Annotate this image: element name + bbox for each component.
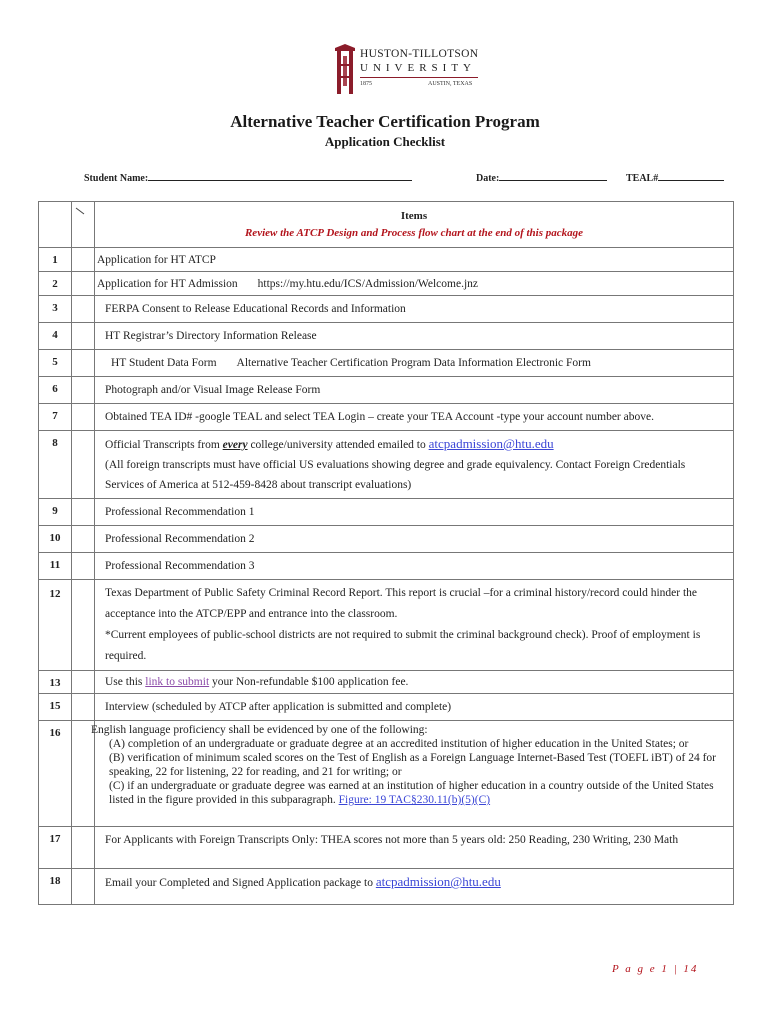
row-item (95, 377, 734, 404)
item-text: Photograph and/or Visual Image Release Form (105, 384, 321, 396)
english-intro: English language proficiency shall be evidenced by one of the following: (91, 724, 428, 736)
row-item (95, 272, 734, 296)
row-item (95, 580, 734, 671)
row-item (91, 721, 734, 827)
header-check-cell (72, 202, 95, 248)
table-row (39, 694, 734, 721)
row-checkbox[interactable] (72, 580, 95, 671)
row-checkbox[interactable] (72, 694, 95, 721)
row-number: 17 (39, 827, 72, 869)
row-number: 18 (39, 869, 72, 905)
table-row (39, 272, 734, 296)
table-row (39, 377, 734, 404)
row-item (95, 694, 734, 721)
application-email-link[interactable]: atcpadmission@htu.edu (375, 874, 501, 889)
row-checkbox[interactable] (72, 350, 95, 377)
english-option-c-text: (C) if an undergraduate or graduate degree was earned at an institution of higher education in a country outside of the United States listed in the figure provided in this subparagraph. (109, 780, 714, 806)
student-name-field[interactable] (84, 170, 412, 184)
university-tower-icon (334, 44, 358, 96)
student-name-line[interactable] (148, 170, 412, 181)
table-header-row (39, 202, 734, 248)
item-note: *Current employees of public-school districts are not required to submit the criminal background check). Proof of employment is required. (105, 629, 701, 662)
tac-figure-link[interactable]: Figure: 19 TAC§230.11(b)(5)(C) (338, 794, 491, 806)
row-number: 15 (39, 694, 72, 721)
item-text: Texas Department of Public Safety Criminal Record Report. This report is crucial –for a criminal history/record could hinder the acceptance into the ATCP/EPP and entrance into the classroom. (105, 587, 698, 620)
row-item (95, 296, 734, 323)
table-row (39, 869, 734, 905)
admission-url[interactable]: https://my.htu.edu/ICS/Admission/Welcome.jnz (257, 278, 478, 290)
page-subtitle: Application Checklist (324, 134, 446, 149)
row-item (95, 827, 734, 869)
table-row (39, 827, 734, 869)
submit-fee-link[interactable]: link to submit (145, 676, 210, 688)
row-number: 11 (39, 553, 72, 580)
row-item (95, 671, 734, 694)
item-text: FERPA Consent to Release Educational Records and Information (105, 303, 406, 315)
row-number: 3 (39, 296, 72, 323)
teal-label: TEAL# (626, 173, 659, 184)
review-note: Review the ATCP Design and Process flow chart at the end of this package (244, 227, 584, 239)
transcript-note: (All foreign transcripts must have official US evaluations showing degree and grade equivalency. Contact Foreign Credentials Services of America at 512-459-8428 about transcript evaluations) (105, 459, 686, 491)
university-logo (334, 44, 484, 96)
teal-field[interactable] (626, 170, 724, 184)
table-row (39, 526, 734, 553)
logo-divider (360, 77, 478, 78)
table-row (39, 431, 734, 499)
row-number: 16 (39, 721, 72, 827)
logo-name-line2: UNIVERSITY (360, 62, 476, 74)
item-text: Professional Recommendation 1 (105, 506, 255, 518)
logo-city: AUSTIN, TEXAS (428, 81, 473, 87)
row-number: 10 (39, 526, 72, 553)
item-text: Email your Completed and Signed Application package to (105, 877, 376, 889)
row-number: 12 (39, 580, 72, 671)
row-checkbox[interactable] (72, 323, 95, 350)
row-checkbox[interactable] (72, 272, 95, 296)
checklist-table (38, 201, 734, 905)
transcript-email-link[interactable]: atcpadmission@htu.edu (428, 436, 554, 451)
page-title: Alternative Teacher Certification Program (230, 112, 540, 131)
table-row (39, 404, 734, 431)
table-row (39, 323, 734, 350)
item-text: Professional Recommendation 2 (105, 533, 255, 545)
table-row (39, 580, 734, 671)
date-label: Date: (476, 173, 500, 184)
row-checkbox[interactable] (72, 431, 95, 499)
english-option-a: (A) completion of an undergraduate or graduate degree at an accredited institution of higher education in the United States; or (109, 738, 689, 750)
row-checkbox[interactable] (72, 296, 95, 323)
table-row (39, 248, 734, 272)
teal-line[interactable] (658, 170, 724, 181)
row-checkbox[interactable] (72, 553, 95, 580)
item-text: Application for HT Admission (97, 278, 238, 290)
item-text: Official Transcripts from (105, 439, 223, 451)
item-text: HT Student Data Form (111, 357, 217, 369)
row-item (95, 323, 734, 350)
date-line[interactable] (499, 170, 607, 181)
row-checkbox[interactable] (72, 377, 95, 404)
row-item (95, 350, 734, 377)
checkmark-column-icon (72, 202, 94, 222)
row-number: 5 (39, 350, 72, 377)
row-number: 7 (39, 404, 72, 431)
logo-name-line1: HUSTON-TILLOTSON (360, 48, 479, 60)
row-checkbox[interactable] (72, 827, 95, 869)
item-text: Application for HT ATCP (97, 254, 216, 266)
row-number: 8 (39, 431, 72, 499)
english-option-c (95, 779, 727, 807)
table-row (39, 350, 734, 377)
row-item (95, 499, 734, 526)
item-text-secondary: Alternative Teacher Certification Program Data Information Electronic Form (236, 357, 591, 369)
row-number: 1 (39, 248, 72, 272)
table-row (39, 296, 734, 323)
english-option-b: (B) verification of minimum scaled scores on the Test of English as a Foreign Language Internet-Based Test (TOEFL iBT) of 24 for speaking, 22 for listening, 22 for reading, and 21 for writing; or (109, 752, 716, 778)
row-number: 4 (39, 323, 72, 350)
item-text: HT Registrar’s Directory Information Release (105, 330, 317, 342)
row-checkbox[interactable] (72, 526, 95, 553)
item-text: For Applicants with Foreign Transcripts Only: THEA scores not more than 5 years old: 250 Reading, 230 Writing, 230 Math (105, 834, 679, 846)
row-item (95, 404, 734, 431)
item-text: Obtained TEA ID# -google TEAL and select TEA Login – create your TEA Account -type your account number above. (105, 411, 654, 423)
table-row (39, 499, 734, 526)
header-num-cell (39, 202, 72, 248)
row-checkbox[interactable] (72, 404, 95, 431)
logo-year: 1875 (360, 81, 372, 87)
row-number: 9 (39, 499, 72, 526)
row-checkbox[interactable] (72, 248, 95, 272)
table-row (39, 553, 734, 580)
row-checkbox[interactable] (72, 499, 95, 526)
row-item (95, 553, 734, 580)
table-row (39, 671, 734, 694)
row-checkbox[interactable] (72, 671, 95, 694)
row-checkbox[interactable] (72, 869, 95, 905)
date-field[interactable] (476, 170, 607, 184)
row-number: 13 (39, 671, 72, 694)
student-name-label: Student Name: (84, 173, 149, 184)
row-number: 6 (39, 377, 72, 404)
item-text-cont: college/university attended emailed to (247, 439, 429, 451)
item-text: Professional Recommendation 3 (105, 560, 255, 572)
row-item (95, 869, 734, 905)
row-item (95, 248, 734, 272)
page-number: P a g e 1 | 14 (612, 963, 699, 975)
table-row (39, 721, 734, 827)
row-item (95, 431, 734, 499)
item-text-cont: your Non-refundable $100 application fee. (209, 676, 409, 688)
row-item (95, 526, 734, 553)
row-number: 2 (39, 272, 72, 296)
item-text: Interview (scheduled by ATCP after application is submitted and complete) (105, 701, 452, 713)
header-items-cell (95, 202, 734, 248)
emphasis-every: every (222, 439, 248, 451)
item-text: Use this (105, 676, 146, 688)
items-header: Items (400, 210, 428, 222)
